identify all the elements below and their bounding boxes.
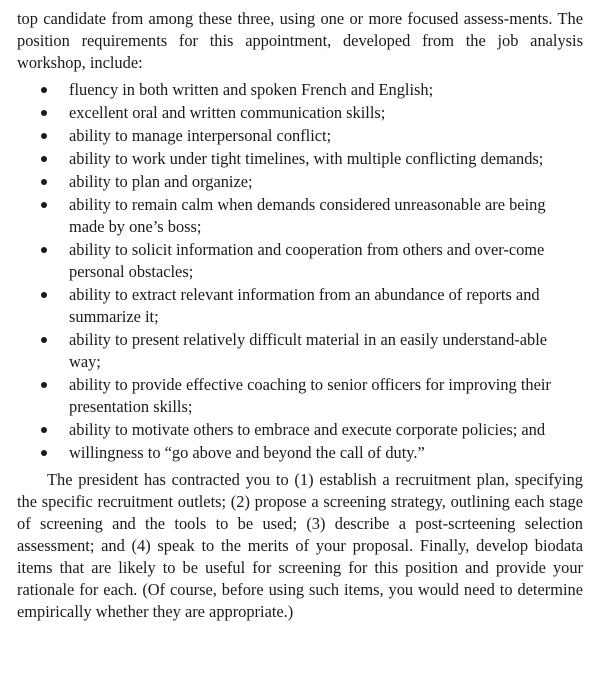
list-item (17, 239, 583, 283)
requirement-text: ability to motivate others to embrace and execute corporate policies; and (69, 420, 546, 439)
list-item (17, 419, 583, 441)
requirement-text: ability to manage interpersonal conflict; (69, 126, 332, 145)
list-item (17, 148, 583, 170)
list-item (17, 374, 583, 418)
requirement-text: excellent oral and written communication skills; (69, 103, 386, 122)
bullet-icon (41, 337, 47, 343)
list-item (17, 329, 583, 373)
requirement-text: ability to present relatively difficult material in an easily understand-able way; (69, 330, 548, 371)
bullet-icon (41, 427, 47, 433)
requirement-text: ability to extract relevant information from an abundance of reports and summarize it; (69, 285, 540, 326)
document-page (17, 8, 583, 623)
bullet-icon (41, 179, 47, 185)
requirement-text: ability to plan and organize; (69, 172, 253, 191)
bullet-icon (41, 247, 47, 253)
bullet-icon (41, 133, 47, 139)
requirements-list (17, 79, 583, 464)
closing-paragraph: The president has contracted you to (1) establish a recruitment plan, specifying the specific recruitment outlets; (2) propose a screening strategy, outlining each stage of screening and the tools to be used; (3) describe a post-scrteening selection assessment; and (4) speak to the merits of your proposal. Finally, develop biodata items that are likely to be useful for screening for this position and provide your rationale for each. (Of course, before using such items, you would need to determine empirically whether they are appropriate.) (17, 470, 583, 621)
bullet-icon (41, 450, 47, 456)
bullet-icon (41, 110, 47, 116)
list-item (17, 284, 583, 328)
bullet-icon (41, 292, 47, 298)
list-item (17, 442, 583, 464)
requirement-text: willingness to “go above and beyond the call of duty.” (69, 443, 425, 462)
bullet-icon (41, 156, 47, 162)
list-item (17, 102, 583, 124)
bullet-icon (41, 382, 47, 388)
list-item (17, 194, 583, 238)
requirement-text: fluency in both written and spoken French and English; (69, 80, 434, 99)
list-item (17, 79, 583, 101)
list-item (17, 125, 583, 147)
requirement-text: ability to remain calm when demands considered unreasonable are being made by one’s boss; (69, 195, 546, 236)
intro-paragraph: top candidate from among these three, using one or more focused assess-ments. The position requirements for this appointment, developed from the job analysis workshop, include: (17, 9, 583, 72)
bullet-icon (41, 87, 47, 93)
list-item (17, 171, 583, 193)
requirement-text: ability to provide effective coaching to senior officers for improving their presentation skills; (69, 375, 551, 416)
bullet-icon (41, 202, 47, 208)
requirement-text: ability to work under tight timelines, with multiple conflicting demands; (69, 149, 544, 168)
requirement-text: ability to solicit information and cooperation from others and over-come personal obstacles; (69, 240, 545, 281)
